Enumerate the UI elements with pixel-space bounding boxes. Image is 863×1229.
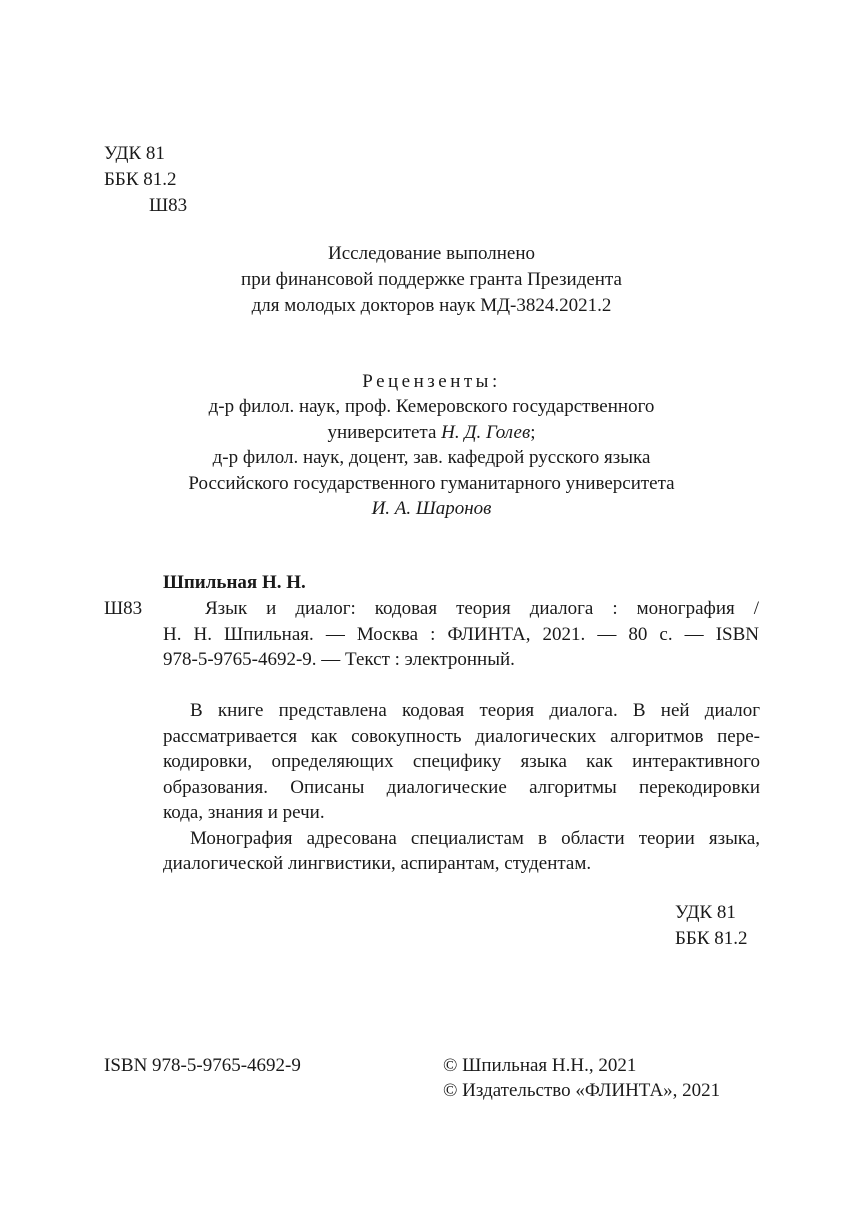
copyright-author: © Шпильная Н.Н., 2021: [443, 1055, 637, 1076]
udk-code-top: УДК 81: [104, 143, 165, 164]
annotation-p2-line-1: Монография адресована специалистам в области теории языка,: [190, 828, 760, 849]
grant-note-line-2: при финансовой поддержке гранта Президента: [241, 269, 622, 290]
reviewer-1-separator: ;: [530, 422, 536, 443]
reviewer-2-line-2: Российского государственного гуманитарного университета: [188, 473, 675, 494]
grant-note-line-1: Исследование выполнено: [328, 243, 535, 264]
annotation-p1-line-1: В книге представлена кодовая теория диалога. В ней диалог: [190, 700, 760, 721]
copyright-publisher: © Издательство «ФЛИНТА», 2021: [443, 1080, 721, 1101]
bibliography-author-mark: Ш83: [104, 598, 143, 619]
udk-code-bottom: УДК 81: [675, 902, 736, 923]
isbn: ISBN 978-5-9765-4692-9: [104, 1055, 301, 1076]
reviewer-2-name: И. А. Шаронов: [371, 498, 492, 519]
bibliography-author-heading: Шпильная Н. Н.: [163, 572, 306, 593]
reviewer-1-affiliation-end: университета: [327, 422, 442, 443]
reviewer-1-line-2: [0, 420, 863, 446]
reviewer-1-name: Н. Д. Голев: [441, 422, 531, 443]
author-mark-top: Ш83: [149, 195, 188, 216]
annotation-p1-line-3: кодировки, определяющих специфику языка как интерактивного: [163, 751, 760, 772]
annotation-p1-line-5: кода, знания и речи.: [163, 802, 325, 823]
bibliography-line-1: Язык и диалог: кодовая теория диалога : монография /: [205, 598, 759, 619]
bibliography-line-3: 978-5-9765-4692-9. — Текст : электронный.: [163, 649, 515, 670]
reviewer-1-line-1: д-р филол. наук, проф. Кемеровского государственного: [208, 396, 655, 417]
annotation-p2-line-2: диалогической лингвистики, аспирантам, студентам.: [163, 853, 592, 874]
grant-note-line-3: для молодых докторов наук МД-3824.2021.2: [251, 295, 612, 316]
bbk-code-top: ББК 81.2: [104, 169, 177, 190]
annotation-p1-line-4: образования. Описаны диалогические алгоритмы перекодировки: [163, 777, 760, 798]
reviewer-2-line-1: д-р филол. наук, доцент, зав. кафедрой русского языка: [212, 447, 651, 468]
bibliography-line-2: Н. Н. Шпильная. — Москва : ФЛИНТА, 2021. — 80 с. — ISBN: [163, 624, 759, 645]
bbk-code-bottom: ББК 81.2: [675, 928, 748, 949]
annotation-p1-line-2: рассматривается как совокупность диалогических алгоритмов пере-: [163, 726, 760, 747]
reviewers-heading: Рецензенты:: [362, 371, 501, 392]
